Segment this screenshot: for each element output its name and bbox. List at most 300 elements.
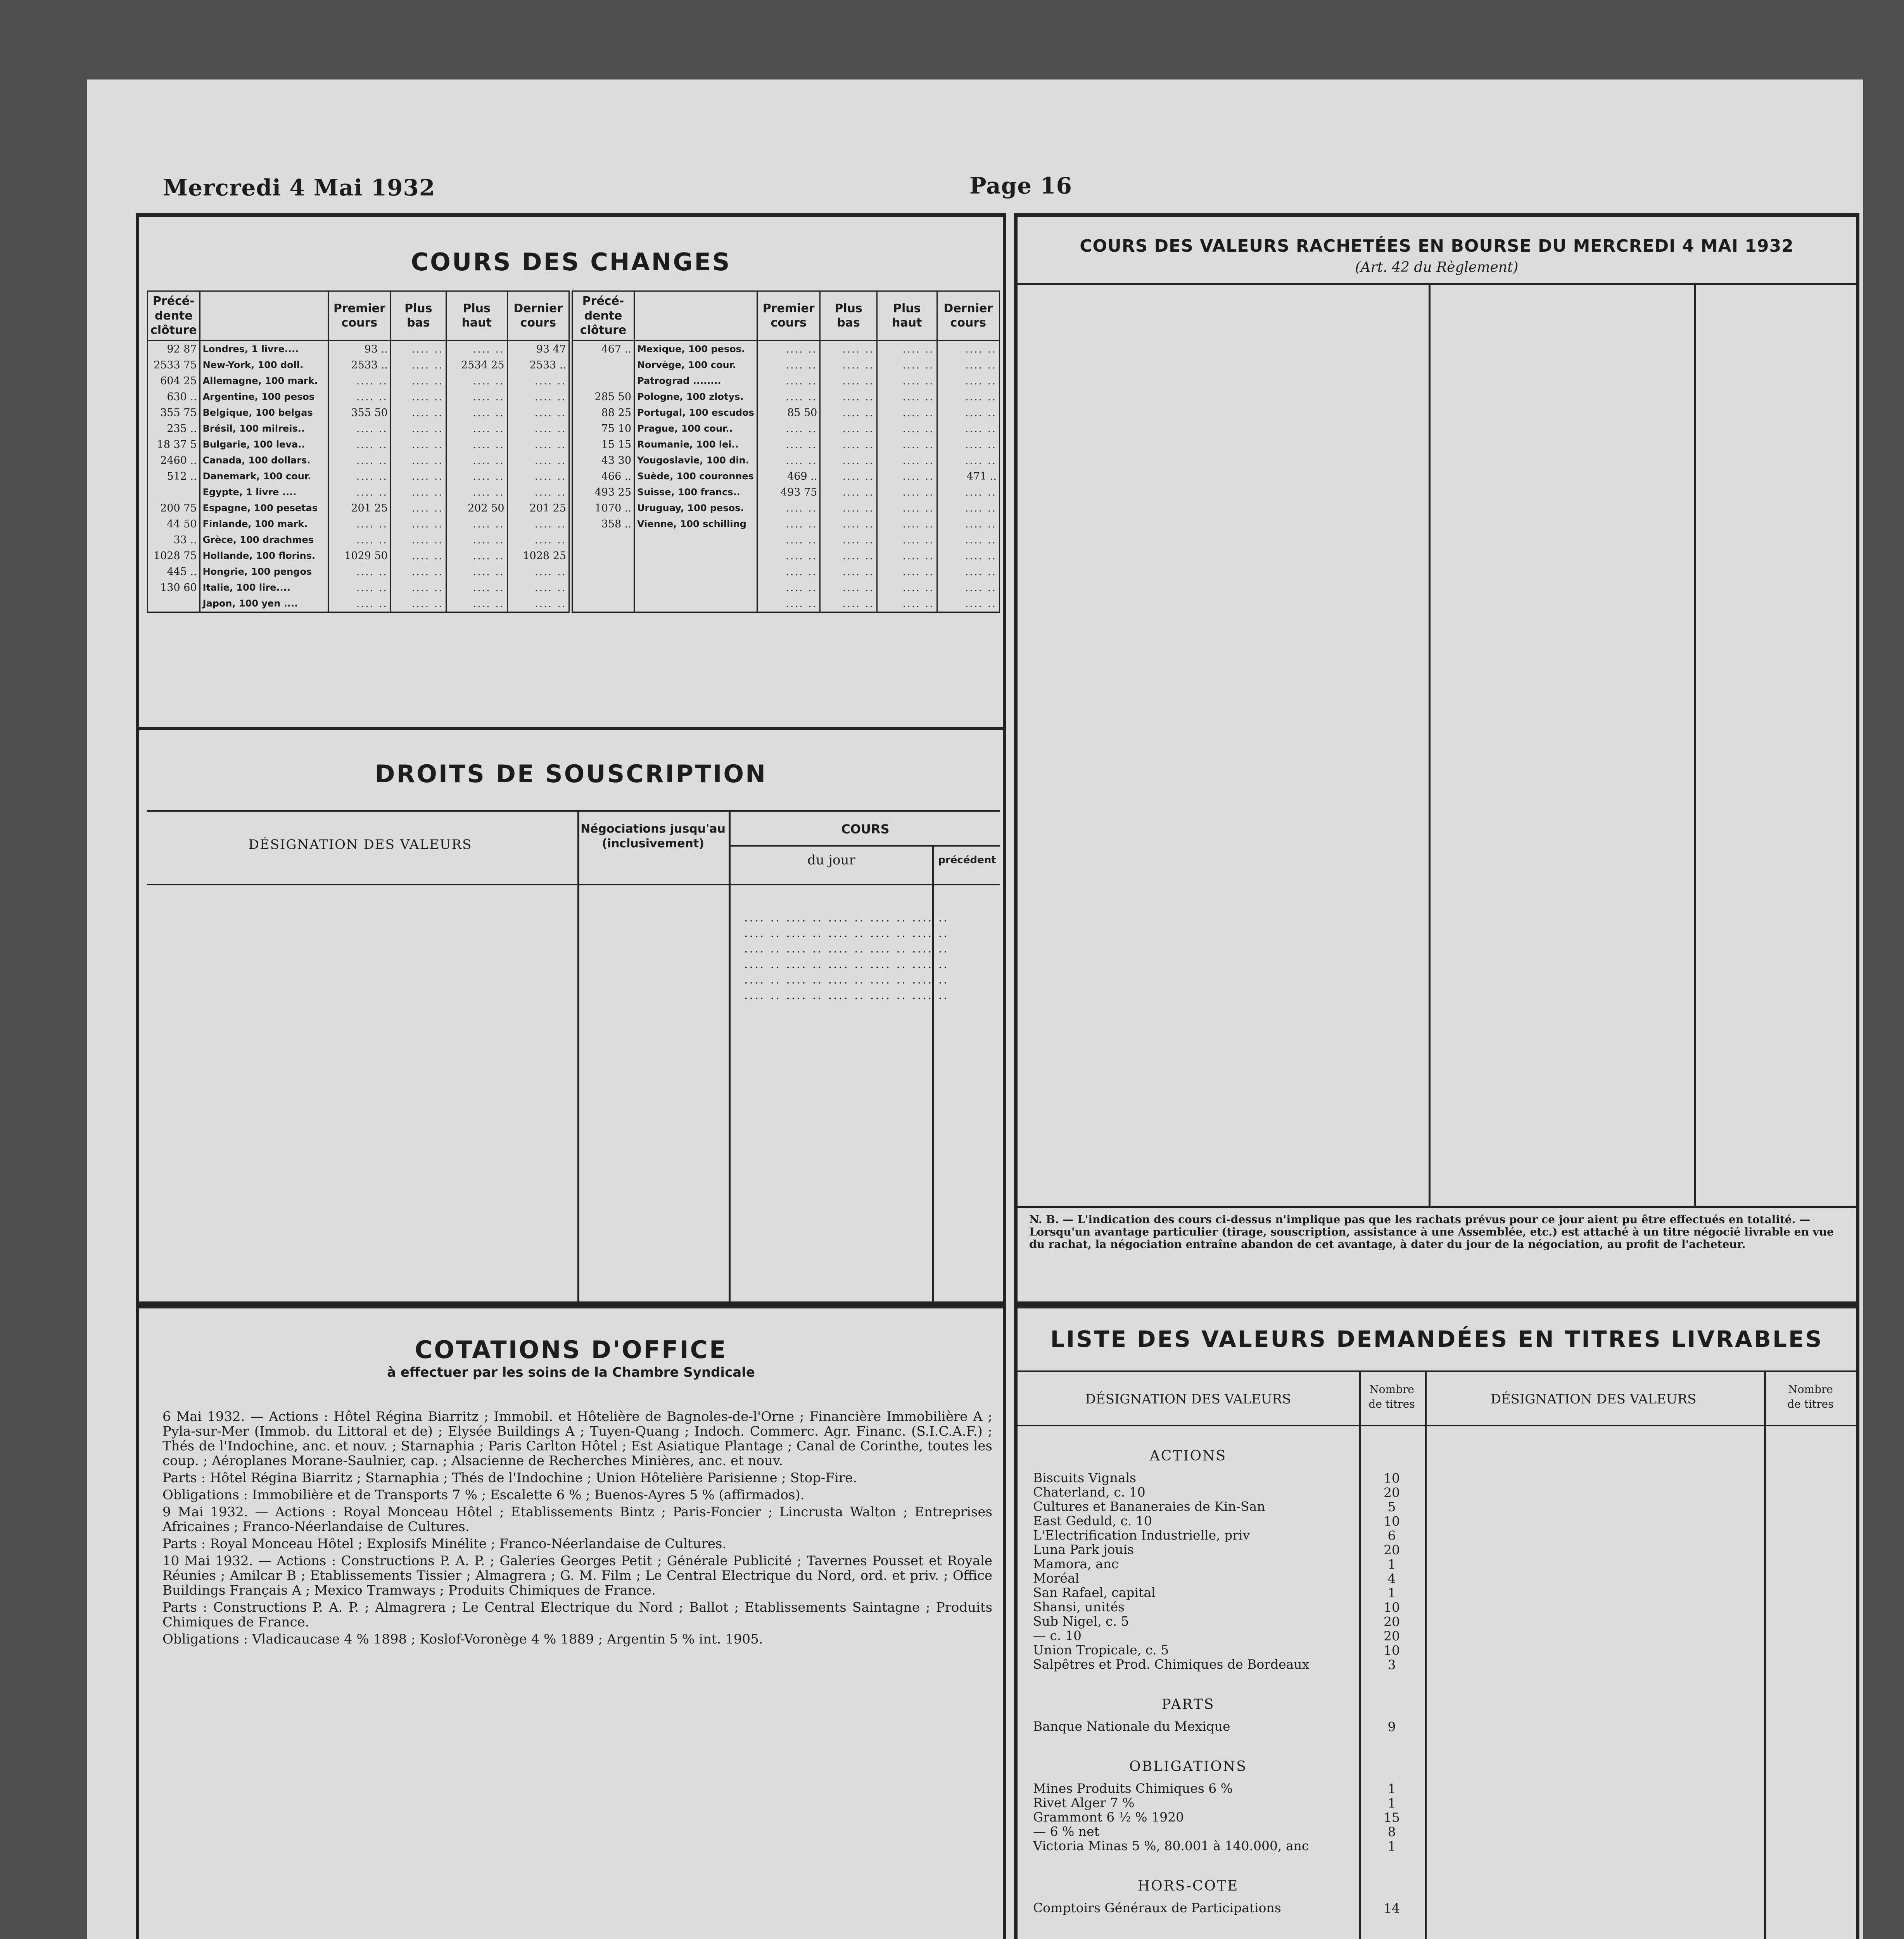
fx-cur: Norvège, 100 cour. xyxy=(634,357,757,373)
fx-low xyxy=(390,453,446,468)
fx-row xyxy=(148,340,569,357)
fx-last xyxy=(937,357,999,373)
fx-high xyxy=(446,373,507,389)
fx-first xyxy=(757,596,820,612)
fx-row xyxy=(148,580,569,596)
dot-leader: .... .. xyxy=(786,454,817,467)
dot-leader: .... .. xyxy=(786,534,817,546)
fx-last xyxy=(937,484,999,500)
fx-first: 201 25 xyxy=(328,500,390,516)
fx-cur: Italie, 100 lire.... xyxy=(200,580,328,596)
fx-low xyxy=(820,421,877,437)
fx-prev: 358 .. xyxy=(572,516,634,532)
fx-low xyxy=(390,532,446,548)
rachetees-title: COURS DES VALEURS RACHETÉES EN BOURSE DU MERCREDI 4 MAI 1932 xyxy=(1080,236,1794,256)
fx-high xyxy=(877,516,937,532)
dot-leader: .... .. xyxy=(534,518,566,530)
fx-row xyxy=(572,357,1000,373)
fx-prev: 355 75 xyxy=(148,405,200,421)
dot-leader: .... .. xyxy=(473,391,505,403)
fx-high xyxy=(446,405,507,421)
liste-item-qty: 10 xyxy=(1384,1643,1400,1658)
fx-first: 93 .. xyxy=(328,340,390,357)
liste-item-qty: 10 xyxy=(1384,1514,1400,1529)
fx-first xyxy=(757,389,820,405)
dot-leader: .... .. xyxy=(965,581,997,594)
fx-low xyxy=(820,564,877,580)
fx-first xyxy=(757,340,820,357)
fx-high xyxy=(446,580,507,596)
cotations-box xyxy=(136,1305,1006,1939)
dot-leader: .... .. xyxy=(902,359,934,371)
fx-row xyxy=(572,484,1000,500)
fx-last: 1028 25 xyxy=(507,548,569,564)
cotations-subtitle: à effectuer par les soins de la Chambre Syndicale xyxy=(387,1365,755,1380)
newspaper-page xyxy=(87,79,1863,1939)
dot-leader: .... .. xyxy=(356,581,388,594)
dot-leader: .... .. xyxy=(534,454,566,467)
fx-last xyxy=(937,405,999,421)
changes-box xyxy=(136,213,1006,1305)
fx-low xyxy=(390,389,446,405)
rachetees-header-line xyxy=(1018,283,1856,285)
liste-col-nombre: Nombre de titres xyxy=(1368,1383,1415,1410)
fx-cur: Argentine, 100 pesos xyxy=(200,389,328,405)
fx-last xyxy=(937,596,999,612)
fx-high xyxy=(877,500,937,516)
fx-first xyxy=(328,484,390,500)
fx-prev: 92 87 xyxy=(148,340,200,357)
fx-high xyxy=(446,564,507,580)
fx-prev xyxy=(572,357,634,373)
fx-low xyxy=(820,516,877,532)
liste-item-name: Biscuits Vignals xyxy=(1033,1471,1137,1485)
droits-sub-line xyxy=(731,845,1000,847)
fx-low xyxy=(390,564,446,580)
liste-item-name: Banque Nationale du Mexique xyxy=(1033,1719,1230,1734)
dot-leader: .... .. xyxy=(842,375,874,387)
fx-first xyxy=(328,421,390,437)
liste-title: LISTE DES VALEURS DEMANDÉES EN TITRES LIVRABLES xyxy=(1050,1326,1823,1352)
fx-low xyxy=(820,389,877,405)
fx-high xyxy=(446,468,507,484)
fx-prev xyxy=(148,484,200,500)
changes-table-right xyxy=(572,290,1000,613)
fx-last xyxy=(937,437,999,453)
dot-leader: .... .. xyxy=(965,406,997,419)
fx-cur: Grèce, 100 drachmes xyxy=(200,532,328,548)
fx-high xyxy=(877,596,937,612)
fx-last xyxy=(937,340,999,357)
dot-leader: .... .. xyxy=(786,438,817,451)
liste-item-name: — 6 % net xyxy=(1033,1824,1099,1839)
dot-leader: .... .. xyxy=(902,534,934,546)
dot-leader: .... .. xyxy=(356,518,388,530)
fx-first xyxy=(757,373,820,389)
fx-prev xyxy=(572,564,634,580)
fx-cur: Pologne, 100 zlotys. xyxy=(634,389,757,405)
fx-high xyxy=(446,532,507,548)
fx-row xyxy=(572,421,1000,437)
fx-cur: Canada, 100 dollars. xyxy=(200,453,328,468)
fx-row xyxy=(148,373,569,389)
liste-item-qty: 1 xyxy=(1387,1796,1396,1811)
cotations-title: COTATIONS D'OFFICE xyxy=(415,1336,727,1364)
fx-cur: Suisse, 100 francs.. xyxy=(634,484,757,500)
droits-col-designation: DÉSIGNATION DES VALEURS xyxy=(248,837,472,852)
fx-first: 355 50 xyxy=(328,405,390,421)
fx-first xyxy=(328,564,390,580)
fx-first xyxy=(757,580,820,596)
fx-low xyxy=(390,484,446,500)
liste-item-qty: 1 xyxy=(1387,1781,1396,1796)
fx-row xyxy=(572,373,1000,389)
fx-last xyxy=(937,373,999,389)
dot-leader: .... .. xyxy=(473,518,505,530)
fx-low xyxy=(820,532,877,548)
dot-leader: .... .. xyxy=(786,502,817,514)
liste-item-name: San Rafael, capital xyxy=(1033,1585,1156,1600)
fx-last xyxy=(937,580,999,596)
dot-leader: .... .. xyxy=(411,359,443,371)
cotation-paragraph: 6 Mai 1932. — Actions : Hôtel Régina Biarritz ; Immobil. et Hôtelière de Bagnoles-de-l'Orne ; Financière Immobilière A ; Pyla-sur-Mer (Immob. du Littoral et de) ; Elysée Buildings A ; Tuyen-Quang ; Indoch. Commerc. Agr. Financ. (S.I.C.A.F.) ; Thés de l'Indochine, anc. et nouv. ; Starnaphia ; Paris Carlton Hôtel ; Est Asiatique Plantage ; Canal de Corinthe, toutes les coup. ; Aéroplanes Morane-Saulnier, cap. ; Alsacienne de Recherches Minières, anc. et nouv. xyxy=(162,1409,992,1469)
fx-prev: 467 .. xyxy=(572,340,634,357)
dot-leader: .... .. xyxy=(902,438,934,451)
dot-leader: .... .. xyxy=(534,534,566,546)
fx-prev: 2533 75 xyxy=(148,357,200,373)
fx-row xyxy=(148,357,569,373)
fx-row xyxy=(572,516,1000,532)
liste-header-bottom xyxy=(1018,1425,1856,1426)
fx-cur: Hollande, 100 florins. xyxy=(200,548,328,564)
fx-row xyxy=(148,421,569,437)
dot-leader: .... .. xyxy=(473,422,505,435)
fx-high xyxy=(446,421,507,437)
fx-high xyxy=(877,340,937,357)
rachetees-col-line xyxy=(1694,283,1696,1206)
dot-leader: .... .. xyxy=(786,359,817,371)
dot-leader: .... .. .... .. .... .. .... .. .... .. xyxy=(744,911,949,925)
fx-cur: Japon, 100 yen .... xyxy=(200,596,328,612)
fx-last xyxy=(937,453,999,468)
dot-leader: .... .. xyxy=(411,406,443,419)
droits-col-precedent: précédent xyxy=(938,854,996,866)
liste-item-name: Luna Park jouis xyxy=(1033,1542,1134,1557)
fx-cur: Patrograd ........ xyxy=(634,373,757,389)
fx-first: 85 50 xyxy=(757,405,820,421)
fx-cur xyxy=(634,548,757,564)
fx-last xyxy=(507,516,569,532)
fx-last xyxy=(507,389,569,405)
fx-low xyxy=(820,405,877,421)
fx-row xyxy=(148,532,569,548)
fx-high xyxy=(877,548,937,564)
dot-leader: .... .. .... .. .... .. .... .. .... .. xyxy=(744,957,949,971)
dot-leader: .... .. xyxy=(411,581,443,594)
fx-high xyxy=(877,437,937,453)
fx-low xyxy=(390,468,446,484)
liste-item-name: Union Tropicale, c. 5 xyxy=(1033,1643,1169,1657)
dot-leader: .... .. xyxy=(473,375,505,387)
liste-item-qty: 3 xyxy=(1387,1657,1396,1672)
fx-first xyxy=(757,453,820,468)
fx-low xyxy=(390,548,446,564)
liste-item-qty: 10 xyxy=(1384,1471,1400,1486)
fx-prev: 18 37 5 xyxy=(148,437,200,453)
fx-last xyxy=(507,532,569,548)
liste-col-line xyxy=(1764,1370,1766,1939)
fx-first xyxy=(757,548,820,564)
liste-section-heading: HORS-COTE xyxy=(1137,1878,1239,1894)
fx-last xyxy=(507,405,569,421)
page-number: Page 16 xyxy=(969,173,1072,199)
fx-prev: 235 .. xyxy=(148,421,200,437)
cotation-paragraph: Parts : Hôtel Régina Biarritz ; Starnaphia ; Thés de l'Indochine ; Union Hôtelière Parisienne ; Stop-Fire. xyxy=(162,1470,857,1486)
fx-first xyxy=(328,596,390,612)
fx-row xyxy=(572,405,1000,421)
liste-item-name: Comptoirs Généraux de Participations xyxy=(1033,1901,1281,1915)
liste-item-name: East Geduld, c. 10 xyxy=(1033,1514,1152,1528)
fx-row xyxy=(148,500,569,516)
dot-leader: .... .. xyxy=(534,422,566,435)
fx-low xyxy=(390,405,446,421)
dot-leader: .... .. .... .. .... .. .... .. .... .. xyxy=(744,942,949,956)
dot-leader: .... .. xyxy=(842,581,874,594)
liste-item-qty: 9 xyxy=(1387,1719,1396,1734)
fx-prev xyxy=(148,596,200,612)
fx-last xyxy=(937,500,999,516)
dot-leader: .... .. xyxy=(786,597,817,610)
liste-item-name: Rivet Alger 7 % xyxy=(1033,1796,1135,1810)
fx-prev: 2460 .. xyxy=(148,453,200,468)
fx-row xyxy=(148,484,569,500)
cotation-paragraph: 9 Mai 1932. — Actions : Royal Monceau Hôtel ; Etablissements Bintz ; Paris-Foncier ; Lincrusta Walton ; Entreprises Africaines ; Franco-Néerlandaise de Cultures. xyxy=(162,1504,992,1535)
fx-low xyxy=(820,437,877,453)
dot-leader: .... .. xyxy=(842,422,874,435)
liste-section-heading: ACTIONS xyxy=(1149,1448,1227,1464)
dot-leader: .... .. xyxy=(842,454,874,467)
dot-leader: .... .. xyxy=(842,438,874,451)
fx-prev: 604 25 xyxy=(148,373,200,389)
liste-col-designation-2: DÉSIGNATION DES VALEURS xyxy=(1490,1391,1697,1407)
fx-low xyxy=(390,500,446,516)
dot-leader: .... .. xyxy=(842,343,874,355)
dot-leader: .... .. xyxy=(356,438,388,451)
fx-first xyxy=(757,421,820,437)
fx-high xyxy=(877,453,937,468)
fx-high xyxy=(446,453,507,468)
fx-first: 1029 50 xyxy=(328,548,390,564)
droits-col-negociations: Négociations jusqu'au (inclusivement) xyxy=(581,822,726,850)
dot-leader: .... .. xyxy=(902,343,934,355)
dot-leader: .... .. xyxy=(842,502,874,514)
liste-item-qty: 4 xyxy=(1387,1571,1396,1586)
dot-leader: .... .. xyxy=(473,597,505,610)
dot-leader: .... .. xyxy=(534,470,566,482)
fx-cur: Londres, 1 livre.... xyxy=(200,340,328,357)
fx-high xyxy=(446,516,507,532)
dot-leader: .... .. xyxy=(356,454,388,467)
running-date: Mercredi 4 Mai 1932 xyxy=(163,175,435,201)
dot-leader: .... .. xyxy=(473,486,505,498)
fx-high xyxy=(877,357,937,373)
fx-high xyxy=(446,389,507,405)
rachetees-box xyxy=(1014,213,1859,1305)
dot-leader: .... .. xyxy=(534,581,566,594)
col-prev: Précé- dente clôture xyxy=(148,291,200,341)
fx-first xyxy=(757,516,820,532)
dot-leader: .... .. xyxy=(965,534,997,546)
liste-col-line xyxy=(1425,1370,1427,1939)
dot-leader: .... .. xyxy=(473,438,505,451)
fx-last xyxy=(507,453,569,468)
fx-cur xyxy=(634,532,757,548)
fx-high xyxy=(446,596,507,612)
fx-cur xyxy=(634,564,757,580)
fx-low xyxy=(820,596,877,612)
fx-row xyxy=(572,500,1000,516)
fx-cur: New-York, 100 doll. xyxy=(200,357,328,373)
cotation-paragraph: Obligations : Vladicaucase 4 % 1898 ; Koslof-Voronège 4 % 1889 ; Argentin 5 % int. 1905. xyxy=(162,1631,763,1647)
fx-prev xyxy=(572,532,634,548)
dot-leader: .... .. xyxy=(965,454,997,467)
dot-leader: .... .. xyxy=(411,343,443,355)
dot-leader: .... .. xyxy=(411,565,443,578)
dot-leader: .... .. xyxy=(842,565,874,578)
fx-low xyxy=(390,373,446,389)
dot-leader: .... .. xyxy=(965,438,997,451)
fx-first: 493 75 xyxy=(757,484,820,500)
dot-leader: .... .. .... .. .... .. .... .. .... .. xyxy=(744,973,949,987)
fx-prev: 285 50 xyxy=(572,389,634,405)
fx-last xyxy=(507,484,569,500)
fx-high xyxy=(446,340,507,357)
dot-leader: .... .. xyxy=(786,581,817,594)
fx-row xyxy=(148,437,569,453)
dot-leader: .... .. xyxy=(411,454,443,467)
dot-leader: .... .. xyxy=(356,534,388,546)
fx-low xyxy=(820,340,877,357)
fx-first xyxy=(757,437,820,453)
col-first: Premier cours xyxy=(328,291,390,341)
fx-cur xyxy=(634,580,757,596)
liste-item-qty: 6 xyxy=(1387,1528,1396,1543)
fx-row xyxy=(148,468,569,484)
fx-high xyxy=(877,484,937,500)
fx-high xyxy=(446,548,507,564)
fx-cur: Suède, 100 couronnes xyxy=(634,468,757,484)
liste-item-name: Cultures et Bananeraies de Kin-San xyxy=(1033,1499,1265,1514)
rachetees-subtitle: (Art. 42 du Règlement) xyxy=(1355,259,1519,275)
dot-leader: .... .. xyxy=(965,391,997,403)
fx-high: 202 50 xyxy=(446,500,507,516)
col-last: Dernier cours xyxy=(507,291,569,341)
fx-high xyxy=(877,532,937,548)
fx-first xyxy=(757,532,820,548)
dot-leader: .... .. xyxy=(786,518,817,530)
dot-leader: .... .. xyxy=(411,470,443,482)
liste-item-name: Salpêtres et Prod. Chimiques de Bordeaux xyxy=(1033,1657,1310,1672)
fx-prev: 1070 .. xyxy=(572,500,634,516)
fx-row xyxy=(572,580,1000,596)
dot-leader: .... .. xyxy=(356,565,388,578)
liste-item-qty: 5 xyxy=(1387,1499,1396,1514)
fx-row xyxy=(148,596,569,612)
fx-prev xyxy=(572,373,634,389)
fx-first xyxy=(328,532,390,548)
dot-leader: .... .. xyxy=(965,422,997,435)
dot-leader: .... .. xyxy=(965,597,997,610)
dot-leader: .... .. xyxy=(965,550,997,562)
changes-table-left xyxy=(147,290,570,613)
fx-last xyxy=(937,548,999,564)
fx-last: 2533 .. xyxy=(507,357,569,373)
fx-cur: Danemark, 100 cour. xyxy=(200,468,328,484)
fx-cur: Espagne, 100 pesetas xyxy=(200,500,328,516)
fx-first xyxy=(328,468,390,484)
fx-prev: 75 10 xyxy=(572,421,634,437)
fx-last: 93 47 xyxy=(507,340,569,357)
fx-prev: 630 .. xyxy=(148,389,200,405)
liste-item-qty: 20 xyxy=(1384,1485,1400,1500)
liste-item-qty: 20 xyxy=(1384,1542,1400,1557)
cotation-paragraph: 10 Mai 1932. — Actions : Constructions P. A. P. ; Galeries Georges Petit ; Générale Publicité ; Tavernes Pousset et Royale Réunies ; Amilcar B ; Etablissements Tissier ; Almagrera ; G. M. Film ; Le Central Electrique du Nord, ord. et priv. ; Office Buildings Français A ; Mexico Tramways ; Produits Chimiques de France. xyxy=(162,1553,992,1598)
dot-leader: .... .. xyxy=(902,375,934,387)
fx-cur: Egypte, 1 livre .... xyxy=(200,484,328,500)
fx-prev: 44 50 xyxy=(148,516,200,532)
fx-last xyxy=(937,421,999,437)
dot-leader: .... .. xyxy=(842,486,874,498)
fx-prev: 130 60 xyxy=(148,580,200,596)
dot-leader: .... .. xyxy=(473,343,505,355)
fx-prev xyxy=(572,548,634,564)
col-last: Dernier cours xyxy=(937,291,999,341)
dot-leader: .... .. xyxy=(965,375,997,387)
dot-leader: .... .. xyxy=(473,534,505,546)
fx-cur: Brésil, 100 milreis.. xyxy=(200,421,328,437)
dot-leader: .... .. xyxy=(411,486,443,498)
dot-leader: .... .. xyxy=(411,534,443,546)
dot-leader: .... .. xyxy=(534,486,566,498)
fx-row xyxy=(148,516,569,532)
dot-leader: .... .. xyxy=(356,375,388,387)
fx-row xyxy=(572,453,1000,468)
fx-high xyxy=(877,580,937,596)
liste-item-name: Grammont 6 ½ % 1920 xyxy=(1033,1810,1184,1825)
dot-leader: .... .. xyxy=(534,406,566,419)
liste-col-designation: DÉSIGNATION DES VALEURS xyxy=(1085,1391,1291,1407)
col-high: Plus haut xyxy=(877,291,937,341)
dot-leader: .... .. xyxy=(842,518,874,530)
dot-leader: .... .. xyxy=(965,486,997,498)
cotation-paragraph: Parts : Constructions P. A. P. ; Almagrera ; Le Central Electrique du Nord ; Ballot ; Etablissements Saintagne ; Produits Chimiques de France. xyxy=(162,1600,992,1630)
liste-item-name: Moréal xyxy=(1033,1571,1080,1586)
dot-leader: .... .. xyxy=(902,422,934,435)
dot-leader: .... .. xyxy=(534,375,566,387)
fx-cur: Belgique, 100 belgas xyxy=(200,405,328,421)
dot-leader: .... .. xyxy=(411,502,443,514)
fx-high xyxy=(877,405,937,421)
liste-item-qty: 15 xyxy=(1384,1810,1400,1825)
fx-low xyxy=(390,516,446,532)
liste-item-name: Chaterland, c. 10 xyxy=(1033,1485,1146,1500)
liste-item-name: Mines Produits Chimiques 6 % xyxy=(1033,1781,1233,1796)
dot-leader: .... .. xyxy=(902,565,934,578)
fx-last xyxy=(937,516,999,532)
fx-first: 469 .. xyxy=(757,468,820,484)
liste-item-qty: 20 xyxy=(1384,1628,1400,1643)
cotations-text xyxy=(162,1409,992,1649)
